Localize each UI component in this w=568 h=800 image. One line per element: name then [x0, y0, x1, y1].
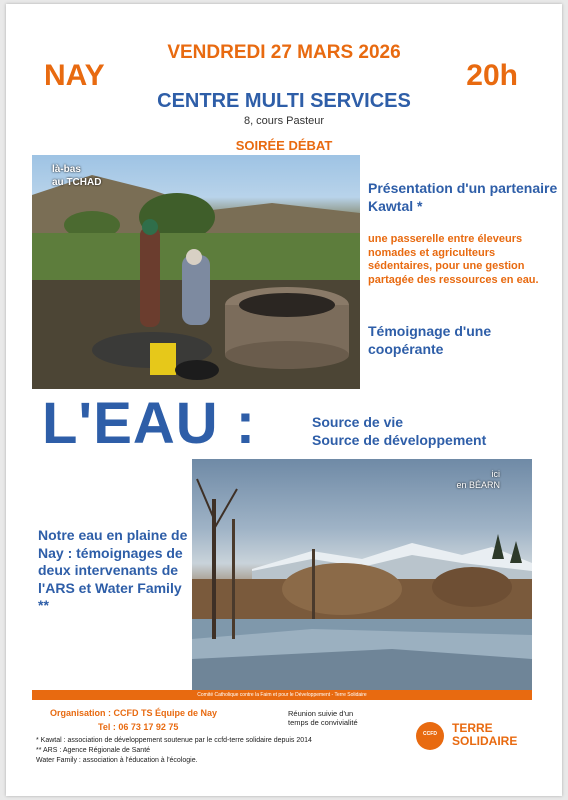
- logo-ccfd-text: CCFD: [423, 731, 437, 737]
- tchad-photo: [32, 155, 360, 389]
- tchad-caption-line1: là-bas: [52, 164, 81, 175]
- reunion-line1: Réunion suivie d'un: [288, 709, 354, 718]
- bearn-scene-illustration: [192, 459, 532, 691]
- telephone-line: Tel : 06 73 17 92 75: [98, 722, 179, 732]
- ccfd-logo-icon: [416, 722, 444, 750]
- footer-banner: [32, 690, 532, 700]
- theme-title: L'EAU :: [42, 391, 257, 456]
- bearn-caption-line2: en BÉARN: [456, 480, 500, 490]
- event-address: 8, cours Pasteur: [243, 115, 325, 127]
- event-type: SOIRÉE DÉBAT: [235, 138, 333, 153]
- reunion-note: [288, 709, 358, 727]
- bearn-photo: [192, 459, 532, 691]
- tchad-caption: [52, 163, 101, 189]
- footer-banner-text: Comité Catholique contre la Faim et pour le Développement - Terre Solidaire: [197, 692, 367, 698]
- event-poster: [6, 4, 562, 796]
- local-testimonies: Notre eau en plaine de Nay : témoignages de deux intervenants de l'ARS et Water Family **: [38, 527, 188, 613]
- event-place: NAY: [44, 59, 105, 92]
- footnote-ars: ** ARS : Agence Régionale de Santé: [36, 747, 151, 754]
- bearn-caption: [456, 469, 500, 491]
- organisation-line: Organisation : CCFD TS Équipe de Nay: [50, 708, 218, 718]
- bearn-caption-line1: ici: [491, 469, 500, 479]
- cooperante-testimony: Témoignage d'une coopérante: [368, 323, 492, 357]
- theme-subtitle-1: Source de vie: [312, 414, 404, 430]
- partner-description: une passerelle entre éleveurs nomades et agriculteurs sédentaires, pour une gestion partagée des ressources en eau.: [368, 233, 539, 286]
- tchad-caption-line2: au TCHAD: [52, 177, 102, 188]
- theme-subtitle-2: Source de développement: [312, 432, 487, 448]
- event-time: 20h: [466, 59, 518, 92]
- partner-title: Présentation d'un partenaire Kawtal *: [368, 180, 558, 214]
- terre-solidaire-logo-text: [452, 722, 517, 748]
- reunion-line2: temps de convivialité: [288, 718, 358, 727]
- footnote-water-family: Water Family : association à l'éducation à l'écologie.: [36, 757, 198, 764]
- tchad-scene-illustration: [32, 155, 360, 389]
- logo-line1: TERRE: [452, 721, 493, 735]
- footnote-kawtal: * Kawtal : association de développement soutenue par le ccfd-terre solidaire depuis 2014: [36, 737, 312, 744]
- event-date: VENDREDI 27 MARS 2026: [167, 42, 401, 63]
- event-venue: CENTRE MULTI SERVICES: [157, 90, 411, 112]
- logo-line2: SOLIDAIRE: [452, 734, 518, 748]
